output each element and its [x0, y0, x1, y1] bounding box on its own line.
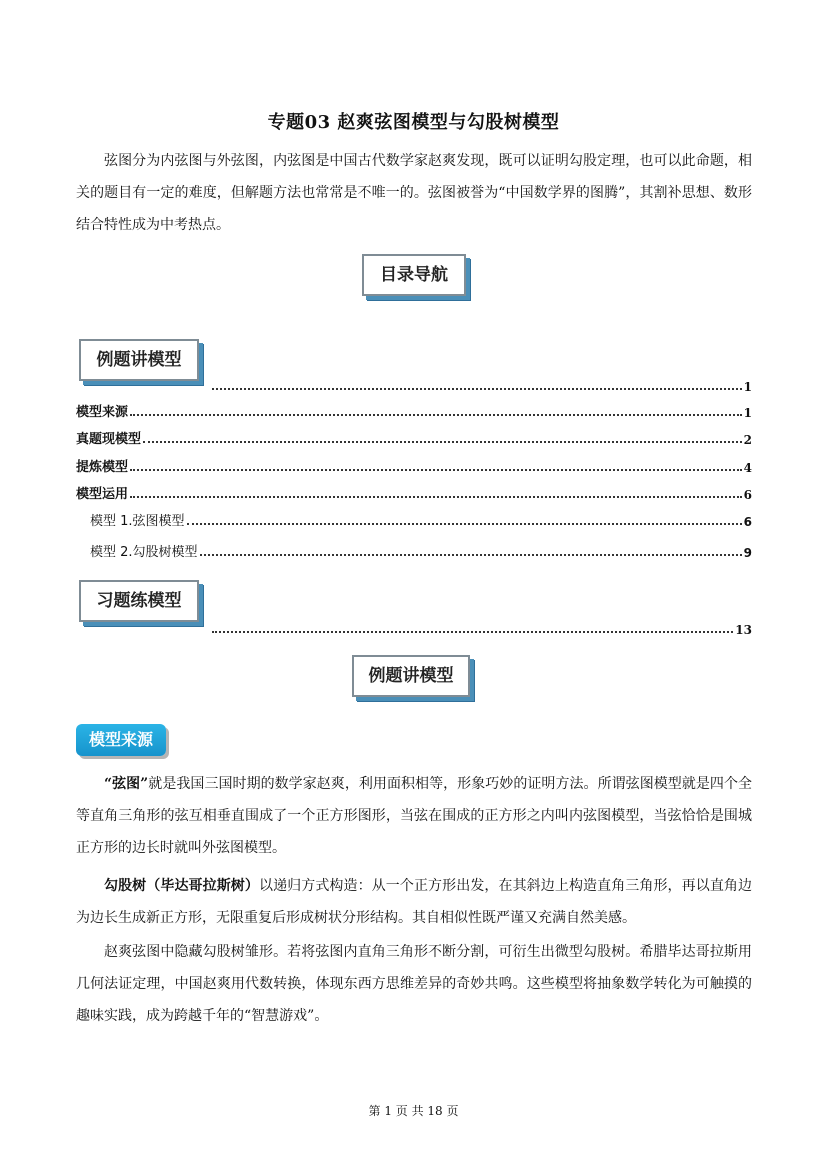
toc-leader: [130, 495, 742, 498]
toc-item-label: 模型来源: [76, 405, 129, 420]
toc-leader: [187, 522, 742, 525]
toc-row-section2[interactable]: [210, 617, 752, 637]
toc-row-item[interactable]: [76, 455, 752, 475]
toc-page-number: 9: [743, 546, 752, 560]
toc-subitem-label: 模型 2.勾股树模型: [90, 545, 198, 560]
toc-row-item[interactable]: [76, 400, 752, 420]
toc-leader: [130, 468, 742, 471]
toc-leader: [212, 387, 742, 390]
toc-row-subitem[interactable]: [90, 540, 752, 560]
toc-heading: 目录导航: [362, 254, 466, 296]
model-source-badge: 模型来源: [76, 724, 166, 756]
toc-page-number: 2: [743, 433, 752, 447]
section-heading: 例题讲模型: [352, 655, 470, 697]
toc-section-exercises: 习题练模型: [79, 580, 199, 622]
toc-row-item[interactable]: [76, 482, 752, 502]
toc-page-number: 6: [743, 488, 752, 502]
toc-page-number: 1: [743, 406, 752, 420]
page-title: 专题03 赵爽弦图模型与勾股树模型: [267, 112, 560, 133]
toc-item-label: 提炼模型: [76, 460, 129, 475]
toc-leader: [200, 553, 742, 556]
toc-page-number: 4: [743, 461, 752, 475]
toc-page-number: 6: [743, 515, 752, 529]
toc-row-subitem[interactable]: [90, 509, 752, 529]
toc-item-label: 真题现模型: [76, 432, 142, 447]
body-paragraph-3: 赵爽弦图中隐藏勾股树雏形。若将弦图内直角三角形不断分割，可衍生出微型勾股树。希腊毕达哥拉斯用几何法证定理，中国赵爽用代数转换，体现东西方思维差异的奇妙共鸣。这些模型将抽象数学转化为可触摸的趣味实践，成为跨越千年的“智慧游戏”。: [76, 944, 752, 1024]
toc-subitem-label: 模型 1.弦图模型: [90, 514, 185, 529]
xiantu-term: “弦图”: [104, 776, 149, 792]
toc-leader: [143, 440, 742, 443]
body-paragraph-2: [76, 870, 752, 934]
toc-row-item[interactable]: [76, 427, 752, 447]
toc-row-section1[interactable]: [210, 374, 752, 394]
body-text: 以递归方式构造：从一个正方形出发，在其斜边上构造直角三角形，再以直角边为边长生成新正方形，无限重复后形成树状分形结构。其自相似性既严谨又充满自然美感。: [76, 878, 753, 926]
gougu-tree-term: 勾股树（毕达哥拉斯树）: [104, 878, 259, 894]
body-text: 就是我国三国时期的数学家赵爽，利用面积相等，形象巧妙的证明方法。所谓弦图模型就是四个全等直角三角形的弦互相垂直围成了一个正方形图形，当弦在围成的正方形之内叫内弦图模型，当弦恰恰是围城正方形的边长时就叫外弦图模型。: [76, 776, 752, 856]
page-footer: 第 1 页 共 18 页: [368, 1104, 459, 1118]
toc-page-number: 13: [735, 623, 752, 637]
toc-leader: [130, 413, 742, 416]
toc-section-examples: 例题讲模型: [79, 339, 199, 381]
intro-paragraph: 弦图分为内弦图与外弦图，内弦图是中国古代数学家赵爽发现，既可以证明勾股定理，也可以此命题，相关的题目有一定的难度，但解题方法也常常是不唯一的。弦图被誉为“中国数学界的图腾”，其割补思想、数形结合特性成为中考热点。: [76, 153, 752, 233]
toc-leader: [212, 630, 733, 633]
toc-item-label: 模型运用: [76, 487, 129, 502]
body-paragraph-1: [76, 768, 752, 864]
toc-page-number: 1: [743, 380, 752, 394]
